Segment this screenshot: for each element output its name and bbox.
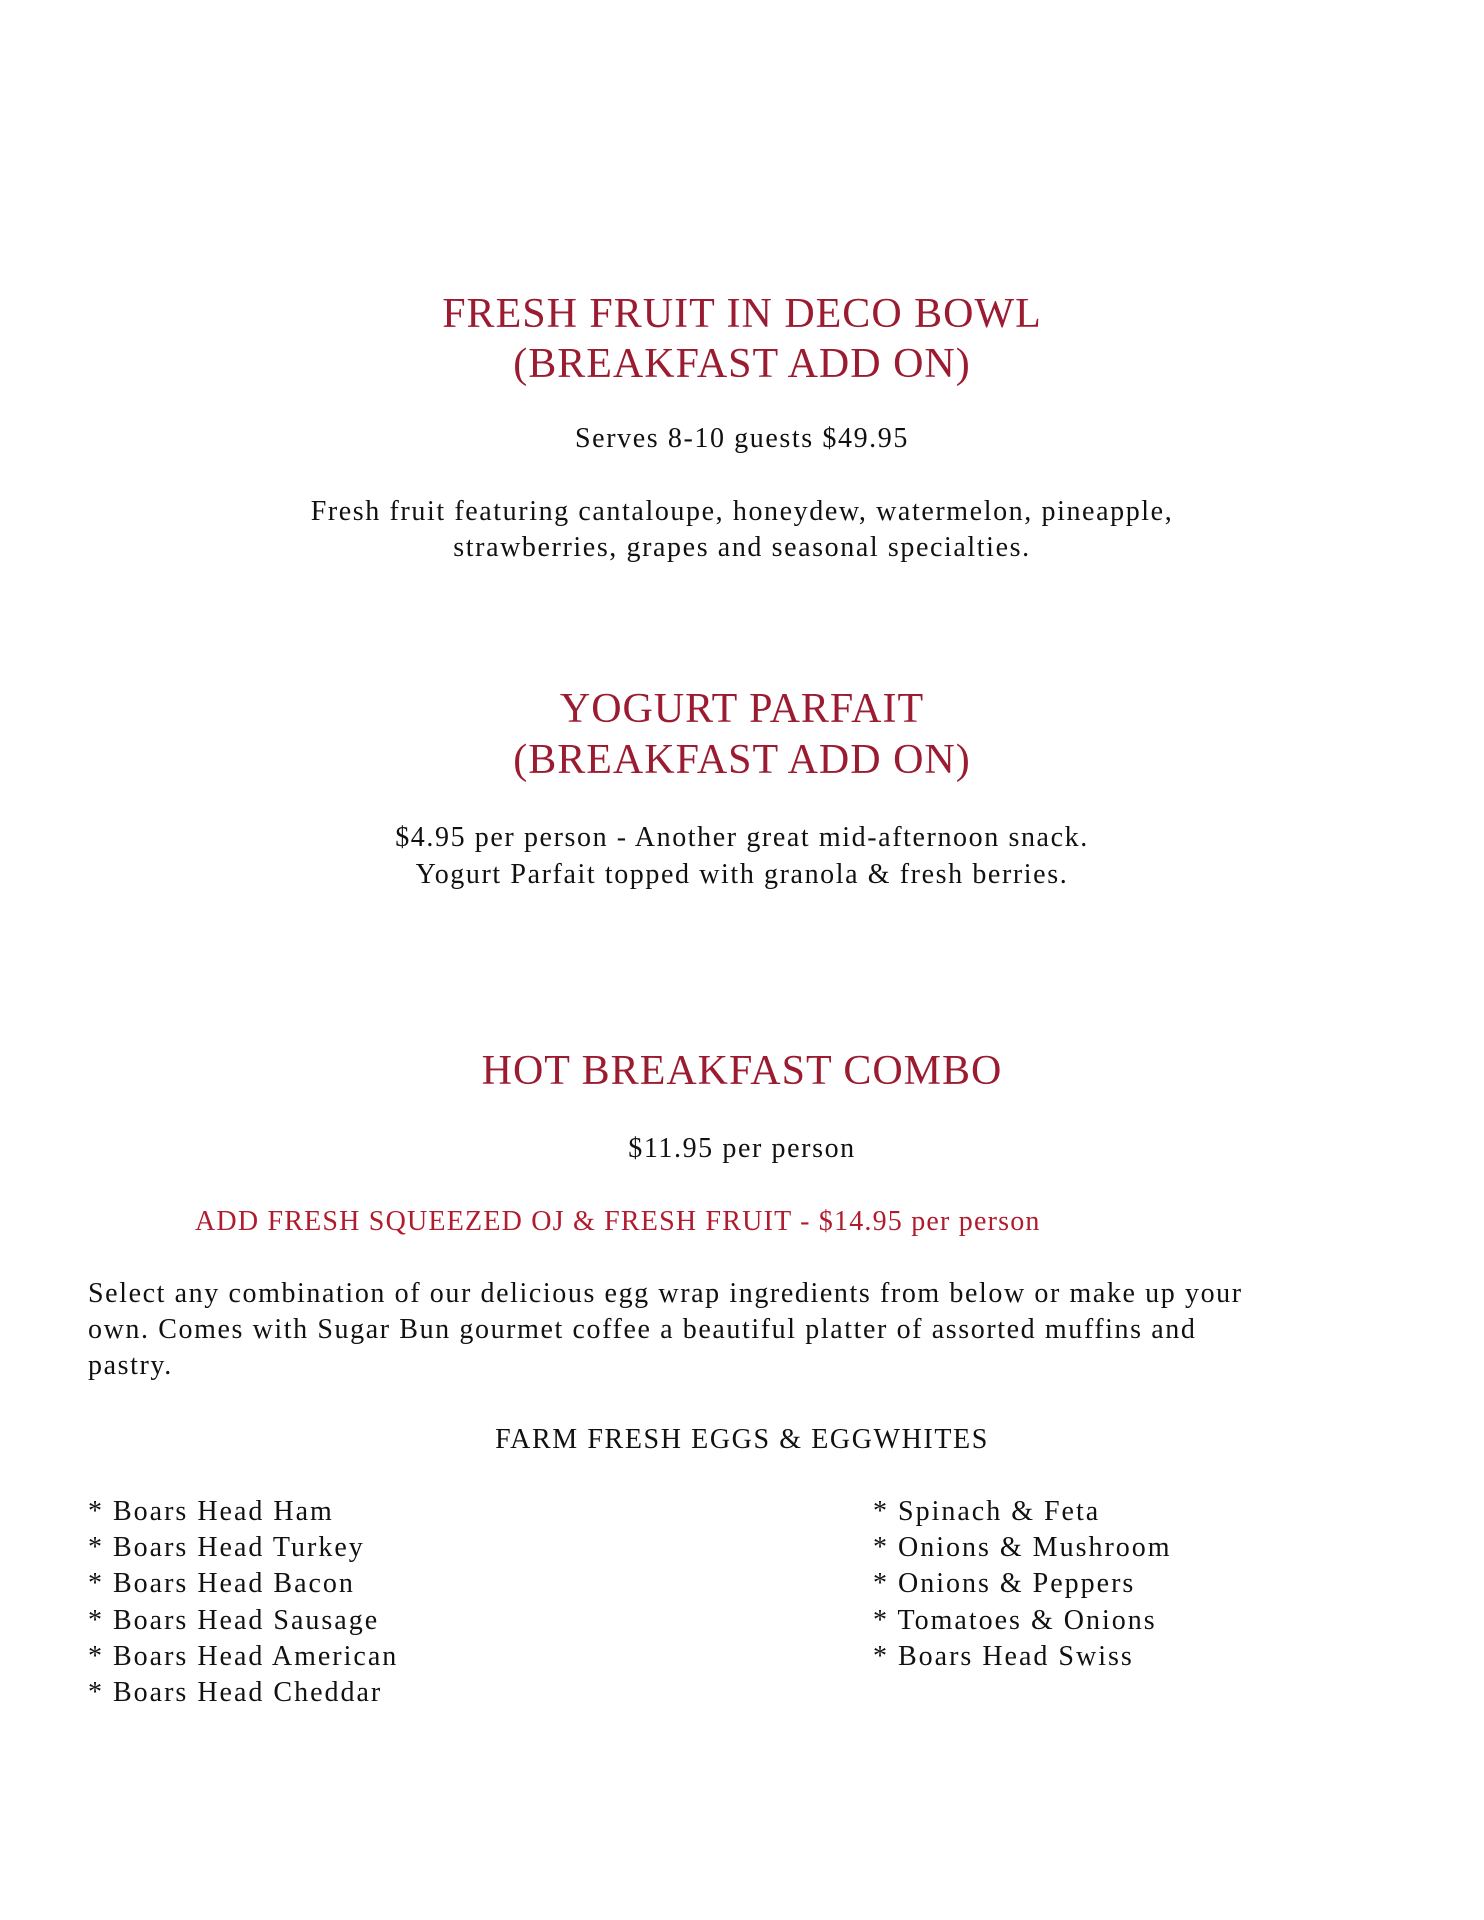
- combo-desc-line3: pastry.: [88, 1350, 173, 1381]
- list-item: * Boars Head Turkey: [88, 1532, 365, 1564]
- left-ingredient-list: [88, 1494, 398, 1711]
- combo-desc-line1: Select any combination of our delicious egg wrap ingredients from below or make up your: [88, 1278, 1243, 1309]
- list-item: * Onions & Peppers: [873, 1568, 1136, 1600]
- list-item: * Tomatoes & Onions: [873, 1604, 1157, 1636]
- list-item: * Boars Head Cheddar: [88, 1677, 383, 1709]
- list-item: * Boars Head Ham: [88, 1496, 334, 1527]
- fruit-title-line2: (BREAKFAST ADD ON): [513, 341, 971, 387]
- fruit-desc-line2: strawberries, grapes and seasonal specialties.: [453, 532, 1031, 563]
- list-item: * Boars Head American: [88, 1640, 399, 1672]
- list-item: * Boars Head Swiss: [873, 1640, 1134, 1672]
- list-item: * Spinach & Feta: [873, 1496, 1101, 1527]
- list-item: * Boars Head Bacon: [88, 1568, 355, 1600]
- combo-title: HOT BREAKFAST COMBO: [481, 1048, 1003, 1094]
- fruit-title-line1: FRESH FRUIT IN DECO BOWL: [442, 291, 1042, 337]
- yogurt-title-line1: YOGURT PARFAIT: [559, 686, 925, 732]
- combo-price: $11.95 per person: [628, 1133, 856, 1164]
- fruit-desc-line1: Fresh fruit featuring cantaloupe, honeydew, watermelon, pineapple,: [310, 496, 1174, 527]
- fruit-serves: Serves 8-10 guests $49.95: [575, 423, 909, 454]
- list-item: * Boars Head Sausage: [88, 1604, 380, 1636]
- yogurt-desc-line2: Yogurt Parfait topped with granola & fresh berries.: [415, 859, 1069, 890]
- right-ingredient-list: [873, 1494, 1172, 1675]
- yogurt-desc-line1: $4.95 per person - Another great mid-afternoon snack.: [395, 822, 1089, 853]
- combo-addon: ADD FRESH SQUEEZED OJ & FRESH FRUIT - $14.95 per person: [195, 1206, 1041, 1237]
- list-item: * Onions & Mushroom: [873, 1532, 1172, 1564]
- eggs-heading: FARM FRESH EGGS & EGGWHITES: [495, 1424, 989, 1455]
- combo-desc-line2: own. Comes with Sugar Bun gourmet coffee a beautiful platter of assorted muffins and: [88, 1314, 1197, 1345]
- yogurt-title-line2: (BREAKFAST ADD ON): [513, 737, 971, 783]
